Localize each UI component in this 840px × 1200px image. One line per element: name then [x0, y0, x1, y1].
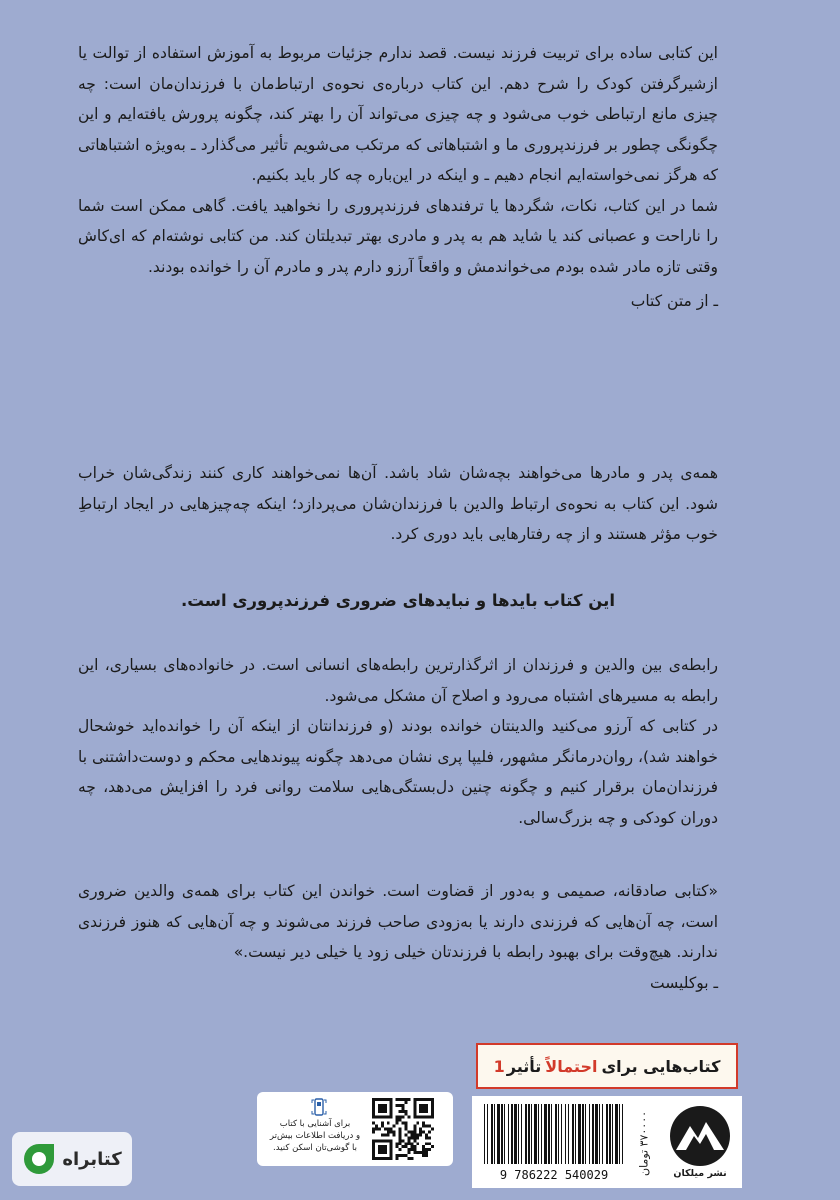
barcode-bar [565, 1104, 566, 1164]
qr-cell [399, 1154, 402, 1157]
barcode-panel [472, 1096, 742, 1188]
qr-cell [390, 1116, 393, 1119]
qr-cell [390, 1107, 393, 1110]
qr-cell [396, 1142, 399, 1145]
qr-cell [384, 1151, 387, 1154]
qr-cell [425, 1148, 428, 1151]
qr-cell [404, 1098, 407, 1101]
barcode-bar [609, 1104, 611, 1164]
publisher-name: نشر میلکان [673, 1168, 727, 1179]
review-quote [78, 876, 718, 998]
qr-cell [390, 1113, 393, 1116]
excerpt-attribution: ـ از متن کتاب [630, 292, 718, 310]
barcode-bar [501, 1104, 503, 1164]
barcode-bar [541, 1104, 542, 1164]
qr-cell [413, 1104, 416, 1107]
qr-cell [399, 1104, 402, 1107]
qr-cell [431, 1110, 434, 1113]
barcode-bar [612, 1104, 613, 1164]
qr-cell [413, 1148, 416, 1151]
qr-cell [422, 1130, 425, 1133]
barcode-bar [561, 1104, 562, 1164]
phone-scan-icon [311, 1098, 327, 1116]
qr-cell [384, 1104, 387, 1107]
qr-cell [425, 1142, 428, 1145]
qr-cell [384, 1139, 387, 1142]
summary-paragraph-1: رابطه‌ی بین والدین و فرزندان از اثرگذارترین رابطه‌های انسانی است. در خانواده‌های بسیاری، این رابطه به مسیرهای اشتباه می‌رود و اصلاح آن مشکل می‌شود. [78, 656, 718, 705]
qr-cell [425, 1136, 428, 1139]
qr-cell [384, 1157, 387, 1160]
qr-cell [390, 1148, 393, 1151]
qr-cell [372, 1154, 375, 1157]
qr-cell [413, 1116, 416, 1119]
qr-cell [422, 1125, 425, 1128]
qr-cell [381, 1148, 384, 1151]
qr-cell [431, 1116, 434, 1119]
qr-cell [428, 1136, 431, 1139]
barcode-bar [555, 1104, 557, 1164]
qr-cell [372, 1142, 375, 1145]
qr-cell [390, 1101, 393, 1104]
qr-cell [416, 1142, 419, 1145]
series-prefix: کتاب‌هایی برای [601, 1056, 721, 1076]
excerpt-paragraph-2: شما در این کتاب، نکات، شگردها یا ترفندهای فرزندپروری را نخواهید یافت. گاهی ممکن است شما را ناراحت و عصبانی کند یا شاید هم به پدر و مادری بهتر تبدیلتان کند. من کتابی نوشته‌ام که ای‌کاش وقتی تازه مادر شده بودم می‌خواندمش و واقعاً آرزو دارم پدر و مادرم آن را خوانده بودند. [78, 196, 718, 276]
qr-line-2: و دریافت اطلاعات بیش‌تر [269, 1131, 361, 1141]
qr-cell [422, 1145, 425, 1148]
qr-cell [375, 1125, 378, 1128]
qr-cell [399, 1133, 402, 1136]
qr-cell [396, 1119, 399, 1122]
qr-cell [384, 1110, 387, 1113]
series-number: 1 [493, 1056, 505, 1076]
qr-cell [381, 1139, 384, 1142]
qr-cell [410, 1130, 413, 1133]
qr-cell [413, 1110, 416, 1113]
qr-cell [381, 1122, 384, 1125]
book-excerpt [78, 38, 718, 317]
qr-cell [387, 1133, 390, 1136]
qr-cell [422, 1122, 425, 1125]
qr-cell [428, 1098, 431, 1101]
qr-cell [378, 1157, 381, 1160]
qr-cell [390, 1098, 393, 1101]
qr-cell [381, 1133, 384, 1136]
barcode-bars [484, 1104, 623, 1164]
qr-cell [413, 1151, 416, 1154]
qr-cell [381, 1116, 384, 1119]
qr-cell [399, 1130, 402, 1133]
qr-cell [407, 1151, 410, 1154]
isbn-digits: 9 786222 540029 [499, 1168, 609, 1182]
qr-cell [431, 1104, 434, 1107]
barcode-bar [521, 1104, 522, 1164]
barcode-bar [514, 1104, 517, 1164]
qr-cell [396, 1122, 399, 1125]
ketabrah-logo-icon [22, 1142, 56, 1176]
qr-cell [372, 1101, 375, 1104]
qr-cell [390, 1142, 393, 1145]
qr-cell [402, 1122, 405, 1125]
qr-cell [413, 1136, 416, 1139]
qr-cell [416, 1133, 419, 1136]
series-highlight: احتمالاً [545, 1056, 598, 1076]
qr-cell [402, 1145, 405, 1148]
qr-cell [375, 1098, 378, 1101]
ketabrah-watermark [12, 1132, 132, 1186]
qr-panel [257, 1092, 453, 1166]
qr-cell [399, 1116, 402, 1119]
barcode-bar [585, 1104, 586, 1164]
qr-cell [425, 1110, 428, 1113]
qr-cell [372, 1130, 375, 1133]
qr-code-icon [371, 1098, 435, 1160]
qr-cell [390, 1157, 393, 1160]
qr-cell [372, 1104, 375, 1107]
quote-author: ـ بوکلیست [649, 973, 718, 992]
qr-cell [378, 1128, 381, 1131]
qr-cell [384, 1098, 387, 1101]
qr-cell [410, 1145, 413, 1148]
qr-cell [425, 1116, 428, 1119]
qr-cell [393, 1125, 396, 1128]
qr-cell [372, 1151, 375, 1154]
qr-cell [422, 1107, 425, 1110]
barcode-bar [568, 1104, 569, 1164]
qr-cell [416, 1098, 419, 1101]
qr-cell [390, 1151, 393, 1154]
qr-cell [431, 1098, 434, 1101]
qr-cell [402, 1139, 405, 1142]
qr-cell [413, 1145, 416, 1148]
qr-cell [431, 1107, 434, 1110]
price-label: ۳۷۰۰۰۰ تومان [637, 1111, 651, 1177]
qr-cell [381, 1125, 384, 1128]
qr-cell [404, 1128, 407, 1131]
qr-cell [425, 1151, 428, 1154]
qr-line-3: با گوشی‌تان اسکن کنید. [273, 1143, 357, 1153]
qr-cell [390, 1154, 393, 1157]
qr-cell [413, 1113, 416, 1116]
qr-cell [413, 1133, 416, 1136]
qr-cell [390, 1110, 393, 1113]
qr-cell [404, 1122, 407, 1125]
qr-cell [384, 1148, 387, 1151]
qr-cell [375, 1139, 378, 1142]
qr-cell [425, 1133, 428, 1136]
qr-cell [419, 1130, 422, 1133]
qr-cell [399, 1142, 402, 1145]
qr-cell [413, 1125, 416, 1128]
qr-cell [422, 1098, 425, 1101]
qr-cell [375, 1157, 378, 1160]
barcode-bar [508, 1104, 509, 1164]
qr-cell [416, 1116, 419, 1119]
qr-line-1: برای آشنایی با کتاب [279, 1119, 351, 1129]
qr-cell [378, 1148, 381, 1151]
barcode-bar [551, 1104, 552, 1164]
qr-cell [372, 1098, 375, 1101]
barcode-bar [531, 1104, 532, 1164]
qr-cell [381, 1145, 384, 1148]
qr-cell [416, 1151, 419, 1154]
qr-cell [387, 1157, 390, 1160]
qr-cell [402, 1107, 405, 1110]
barcode-bar [518, 1104, 519, 1164]
qr-cell [399, 1139, 402, 1142]
tagline: این کتاب بایدها و نبایدهای ضروری فرزندپروری است. [181, 591, 615, 610]
qr-cell [393, 1133, 396, 1136]
series-suffix: تأثیر [506, 1056, 542, 1076]
qr-cell [381, 1107, 384, 1110]
qr-cell [378, 1104, 381, 1107]
qr-cell [404, 1110, 407, 1113]
qr-cell [413, 1139, 416, 1142]
qr-cell [399, 1128, 402, 1131]
qr-cell [372, 1122, 375, 1125]
qr-cell [372, 1128, 375, 1131]
qr-cell [390, 1145, 393, 1148]
qr-cell [422, 1116, 425, 1119]
qr-cell [431, 1128, 434, 1131]
qr-cell [422, 1151, 425, 1154]
qr-cell [431, 1101, 434, 1104]
barcode-bar [582, 1104, 584, 1164]
qr-cell [425, 1125, 428, 1128]
qr-cell [407, 1098, 410, 1101]
summary-paragraph-2: در کتابی که آرزو می‌کنید والدینتان خوانده بودند (و فرزندانتان از اینکه آن را خوانده‌اید خوشحال خواهند شد)، روان‌درمانگر مشهور، فلیپا پری نشان می‌دهد چگونه پیوندهایی محکم و دوست‌داشتنی با فرزندان‌مان برقرار کنیم و چگونه چنین دل‌بستگی‌هایی سلامت روانی فرد را افزایش می‌دهد، چه دوران کودکی و چه بزرگ‌سالی. [78, 717, 718, 827]
qr-cell [378, 1139, 381, 1142]
barcode-bar [544, 1104, 547, 1164]
qr-cell [384, 1116, 387, 1119]
qr-cell [413, 1107, 416, 1110]
qr-cell [381, 1157, 384, 1160]
qr-cell [402, 1104, 405, 1107]
qr-cell [399, 1136, 402, 1139]
qr-cell [375, 1116, 378, 1119]
qr-cell [387, 1128, 390, 1131]
qr-cell [407, 1136, 410, 1139]
qr-cell [404, 1125, 407, 1128]
book-description [78, 458, 718, 550]
qr-cell [410, 1148, 413, 1151]
qr-cell [402, 1116, 405, 1119]
qr-cell [378, 1145, 381, 1148]
qr-cell [399, 1110, 402, 1113]
qr-cell [416, 1136, 419, 1139]
qr-cell [402, 1154, 405, 1157]
qr-cell [402, 1098, 405, 1101]
qr-cell [399, 1148, 402, 1151]
barcode-bar [491, 1104, 493, 1164]
qr-cell [372, 1148, 375, 1151]
barcode-bar [575, 1104, 576, 1164]
barcode-bar [572, 1104, 574, 1164]
barcode-bar [511, 1104, 513, 1164]
qr-cell [428, 1148, 431, 1151]
qr-cell [410, 1142, 413, 1145]
qr-cell [407, 1142, 410, 1145]
barcode-bar [599, 1104, 600, 1164]
qr-cell [375, 1128, 378, 1131]
qr-cell [407, 1139, 410, 1142]
qr-cell [422, 1104, 425, 1107]
qr-cell [407, 1130, 410, 1133]
qr-cell [399, 1098, 402, 1101]
qr-cell [407, 1116, 410, 1119]
qr-cell [384, 1145, 387, 1148]
qr-cell [372, 1107, 375, 1110]
barcode-bar [548, 1104, 550, 1164]
qr-cell [419, 1098, 422, 1101]
qr-cell [384, 1133, 387, 1136]
isbn-barcode [478, 1102, 630, 1182]
qr-cell [384, 1107, 387, 1110]
book-summary [78, 650, 718, 833]
qr-cell [419, 1104, 422, 1107]
barcode-bar [534, 1104, 537, 1164]
qr-cell [372, 1157, 375, 1160]
qr-cell [404, 1113, 407, 1116]
qr-cell [410, 1136, 413, 1139]
qr-cell [381, 1151, 384, 1154]
qr-cell [410, 1133, 413, 1136]
qr-cell [404, 1133, 407, 1136]
qr-cell [431, 1113, 434, 1116]
quote-text: «کتابی صادقانه، صمیمی و به‌دور از قضاوت است. خواندن این کتاب برای همه‌ی والدین ضروری است، چه آن‌هایی که فرزندی دارند یا به‌زودی صاحب فرزند می‌شوند و چه آن‌هایی که هنوز فرزندی ندارند. هیچ‌وقت برای بهبود رابطه با فرزندتان خیلی زود یا خیلی دیر نیست.» [78, 882, 718, 961]
barcode-bar [484, 1104, 485, 1164]
qr-cell [428, 1125, 431, 1128]
qr-cell [428, 1130, 431, 1133]
qr-cell [387, 1098, 390, 1101]
qr-cell [381, 1104, 384, 1107]
barcode-bar [497, 1104, 500, 1164]
qr-cell [378, 1151, 381, 1154]
qr-cell [390, 1104, 393, 1107]
brand-name: کتابراه [62, 1148, 122, 1170]
barcode-bar [622, 1104, 623, 1164]
qr-cell [372, 1139, 375, 1142]
qr-cell [372, 1110, 375, 1113]
qr-cell [419, 1116, 422, 1119]
qr-cell [425, 1104, 428, 1107]
barcode-bar [558, 1104, 559, 1164]
qr-cell [404, 1142, 407, 1145]
qr-cell [396, 1157, 399, 1160]
qr-cell [378, 1110, 381, 1113]
qr-cell [378, 1116, 381, 1119]
qr-cell [425, 1107, 428, 1110]
barcode-bar [578, 1104, 581, 1164]
qr-cell [419, 1110, 422, 1113]
barcode-bar [602, 1104, 603, 1164]
barcode-bar [494, 1104, 495, 1164]
qr-cell [399, 1119, 402, 1122]
series-label [476, 1043, 738, 1089]
qr-cell [384, 1128, 387, 1131]
barcode-bar [504, 1104, 505, 1164]
qr-cell [419, 1151, 422, 1154]
qr-cell [396, 1104, 399, 1107]
barcode-bar [595, 1104, 598, 1164]
qr-cell [387, 1122, 390, 1125]
qr-cell [390, 1128, 393, 1131]
excerpt-paragraph-1: این کتابی ساده برای تربیت فرزند نیست. قصد ندارم جزئیات مربوط به آموزش استفاده از توالت یا ازشیرگرفتن کودک را شرح دهم. این کتاب درباره‌ی نحوه‌ی ارتباط‌مان با فرزندان‌مان است: چه چیزی مانع ارتباطی خوب می‌شود و چه چیزی می‌تواند آن را بهتر کند، چگونه پرورش یافته‌ایم و این چگونگی چطور بر فرزندپروری ما و اشتباهاتی که مرتکب می‌شویم تأثیر می‌گذارد ـ به‌ویژه اشتباهاتی که هرگز نمی‌خواسته‌ایم انجام دهیم ـ و اینکه در این‌باره چه کار باید بکنیم. [78, 44, 718, 184]
qr-cell [390, 1139, 393, 1142]
qr-cell [372, 1145, 375, 1148]
qr-cell [422, 1154, 425, 1157]
qr-cell [387, 1139, 390, 1142]
qr-cell [390, 1130, 393, 1133]
qr-cell [396, 1116, 399, 1119]
qr-cell [413, 1128, 416, 1131]
qr-cell [413, 1101, 416, 1104]
qr-cell [404, 1101, 407, 1104]
qr-cell [381, 1098, 384, 1101]
qr-cell [419, 1107, 422, 1110]
qr-cell [404, 1145, 407, 1148]
description-paragraph: همه‌ی پدر و مادرها می‌خواهند بچه‌شان شاد باشد. آن‌ها نمی‌خواهند کاری کنند زندگی‌شان خراب شود. این کتاب به نحوه‌ی ارتباط والدین با فرزندان‌شان می‌پردازد؛ اینکه چه‌چیزهایی در ایجاد ارتباطِ خوب مؤثر هستند و از چه رفتارهایی باید دوری کرد. [78, 464, 718, 543]
qr-cell [378, 1098, 381, 1101]
qr-cell [425, 1098, 428, 1101]
qr-cell [410, 1157, 413, 1160]
qr-cell [381, 1110, 384, 1113]
qr-cell [372, 1116, 375, 1119]
qr-cell [404, 1154, 407, 1157]
qr-cell [407, 1157, 410, 1160]
barcode-bar [619, 1104, 620, 1164]
barcode-bar [589, 1104, 590, 1164]
qr-cell [393, 1130, 396, 1133]
barcode-bar [592, 1104, 594, 1164]
qr-cell [419, 1133, 422, 1136]
qr-cell [416, 1122, 419, 1125]
qr-cell [396, 1098, 399, 1101]
qr-cell [413, 1098, 416, 1101]
qr-cell [402, 1110, 405, 1113]
qr-cell [378, 1107, 381, 1110]
barcode-bar [615, 1104, 618, 1164]
qr-cell [396, 1145, 399, 1148]
qr-cell [428, 1142, 431, 1145]
qr-cell [431, 1145, 434, 1148]
barcode-bar [528, 1104, 530, 1164]
qr-cell [387, 1130, 390, 1133]
qr-cell [428, 1116, 431, 1119]
qr-cell [396, 1154, 399, 1157]
qr-cell [407, 1148, 410, 1151]
barcode-bar [606, 1104, 608, 1164]
qr-cells [372, 1098, 434, 1160]
qr-cell [413, 1130, 416, 1133]
barcode-bar [538, 1104, 539, 1164]
qr-cell [422, 1110, 425, 1113]
qr-cell [387, 1116, 390, 1119]
qr-instructions [261, 1118, 369, 1154]
qr-cell [419, 1128, 422, 1131]
barcode-bar [525, 1104, 527, 1164]
qr-cell [425, 1154, 428, 1157]
barcode-bar [487, 1104, 488, 1164]
qr-cell [372, 1113, 375, 1116]
qr-cell [422, 1148, 425, 1151]
